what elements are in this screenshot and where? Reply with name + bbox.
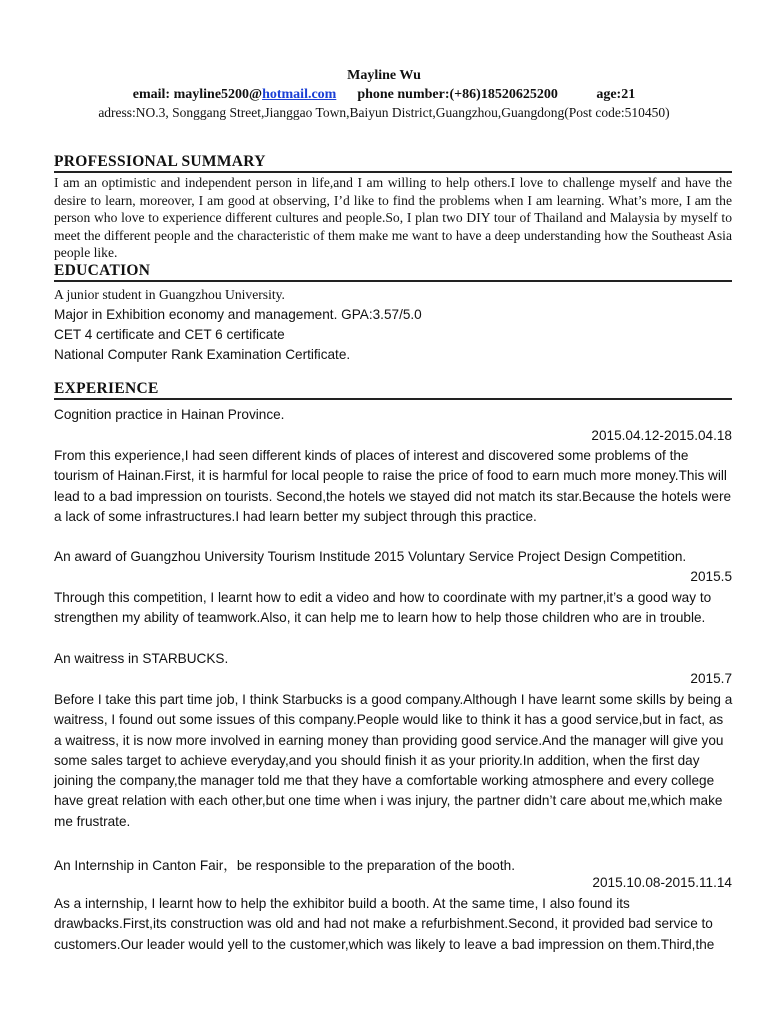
section-title-experience: EXPERIENCE: [54, 380, 732, 400]
education-item: Major in Exhibition economy and management. GPA:3.57/5.0: [54, 307, 422, 322]
education-item: National Computer Rank Examination Certificate.: [54, 347, 351, 362]
experience-title: Cognition practice in Hainan Province.: [54, 407, 285, 422]
experience-title: An Internship in Canton Fair，be responsible to the preparation of the booth.: [54, 858, 515, 873]
section-title-education: EDUCATION: [54, 262, 732, 282]
email-link[interactable]: hotmail.com: [262, 87, 337, 102]
experience-description: From this experience,I had seen different kinds of places of interest and discovered some problems of the tourism of Hainan.First, it is harmful for local people to raise the price of food to earn much more money.This will lead to a bad impression on tourists. Second,the hotels we stayed did not match its star.Because the hotels were a lack of some infrastructures.I had learn better my subject through this practice.: [54, 448, 732, 524]
experience-description: Before I take this part time job, I think Starbucks is a good company.Although I have learnt some skills by being a waitress, I found out some issues of this company.People would like to think it has a good service,but in fact, as a waitress, it is now more involved in earning money than providing good service.And the manager will give you some sales target to achieve everyday,and you should finish it as your priority.In addition, when the first day joining the company,the manager told me that they have a comfortable working atmosphere and every college have great relation with each other,but one time when i was injury, the partner didn’t care about me,which make me frustrate.: [54, 692, 733, 829]
candidate-name: Mayline Wu: [347, 68, 421, 83]
education-item: CET 4 certificate and CET 6 certificate: [54, 327, 285, 342]
age: age:21: [596, 87, 636, 102]
education-item: A junior student in Guangzhou University.: [54, 287, 285, 302]
section-title-summary: PROFESSIONAL SUMMARY: [54, 153, 732, 173]
experience-description: As a internship, I learnt how to help the exhibitor build a booth. At the same time, I also found its drawbacks.First,its construction was old and had not make a refurbishment.Second, it provided bad service to customers.Our leader would yell to the customer,which was likely to leave a bad impression on them.Third,the: [54, 896, 715, 952]
experience-title: An waitress in STARBUCKS.: [54, 651, 229, 666]
phone-number: phone number:(+86)18520625200: [357, 87, 558, 102]
address: adress:NO.3, Songgang Street,Jianggao Town,Baiyun District,Guangzhou,Guangdong(Post code:510450): [98, 105, 670, 120]
experience-description: Through this competition, I learnt how to edit a video and how to coordinate with my partner,it’s a good way to strengthen my ability of teamwork.Also, it can help me to learn how to help those children who are in trouble.: [54, 590, 712, 626]
email-label: email: mayline5200@: [132, 87, 263, 102]
experience-date: 2015.7: [690, 671, 732, 686]
summary-text: I am an optimistic and independent person in life,and I am willing to help others.I love to challenge myself and have the desire to learn, moreover, I am good at observing, I’d like to find the problems when I am learning. What’s more, I am the person who love to experience different cultures and people.So, I plan two DIY tour of Thailand and Malaysia by myself to meet the different people and the characteristic of them make me want to have a deep understanding how the Southeast Asia people like.: [54, 175, 732, 261]
experience-date: 2015.10.08-2015.11.14: [592, 875, 732, 890]
experience-date: 2015.5: [690, 569, 732, 584]
contact-line: [0, 87, 768, 103]
experience-date: 2015.04.12-2015.04.18: [591, 428, 732, 443]
experience-title: An award of Guangzhou University Tourism Institude 2015 Voluntary Service Project Design Competition.: [54, 549, 687, 564]
